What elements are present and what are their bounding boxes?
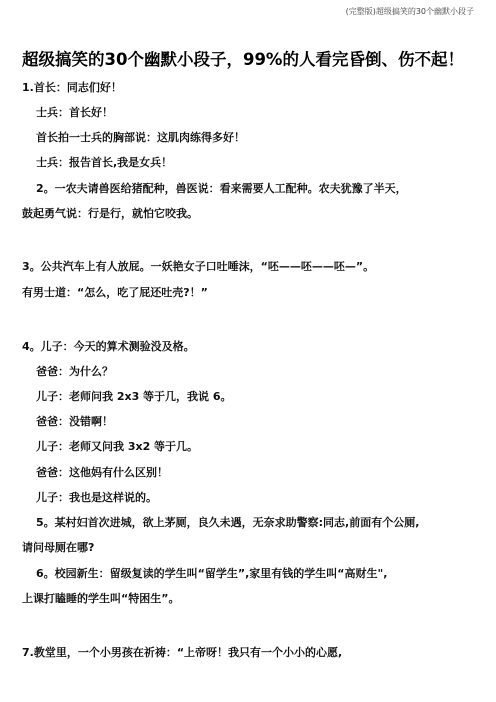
text-line: 4。儿子：今天的算术测验没及格。 xyxy=(22,340,195,353)
text-line: 5。某村妇首次进城，欲上茅厕，良久未遇，无奈求助警察:同志,前面有个公厕, xyxy=(36,516,420,529)
text-line: 有男士道：“怎么，吃了屁还吐壳?！” xyxy=(22,286,208,299)
page-header: (完整版)超级搞笑的30个幽默小段子 xyxy=(345,7,474,16)
page-title: 超级搞笑的30个幽默小段子，99%的人看完昏倒、伤不起！ xyxy=(22,50,464,69)
text-line: 爸爸：没错啊！ xyxy=(36,415,113,428)
text-line: 鼓起勇气说：行是行，就怕它咬我。 xyxy=(22,207,198,220)
text-line: 2。一农夫请兽医给猪配种，兽医说：看来需要人工配种。农夫犹豫了半天， xyxy=(36,182,407,195)
text-line: 儿子：老师又问我 3x2 等于几。 xyxy=(36,440,199,453)
text-line: 请问母厕在哪? xyxy=(22,541,95,554)
text-line: 1.首长：同志们好！ xyxy=(22,81,122,94)
text-line: 7.教堂里，一个小男孩在祈祷：“上帝呀！我只有一个小小的心愿, xyxy=(22,646,343,659)
text-line: 6。校园新生：留级复读的学生叫“留学生”,家里有钱的学生叫“高财生", xyxy=(36,567,388,580)
text-line: 士兵：报告首长,我是女兵！ xyxy=(36,156,173,169)
text-line: 儿子：老师问我 2x3 等于几，我说 6。 xyxy=(36,390,232,403)
text-line: 首长拍一士兵的胸部说：这肌肉练得多好！ xyxy=(36,131,245,144)
text-line: 上课打瞌睡的学生叫“特困生”。 xyxy=(22,592,180,605)
text-line: 儿子：我也是这样说的。 xyxy=(36,491,157,504)
text-line: 爸爸：这他妈有什么区别！ xyxy=(36,466,168,479)
text-line: 3。公共汽车上有人放屁。一妖艳女子口吐唾沫，“呸——呸——呸—”。 xyxy=(22,260,375,273)
text-line: 爸爸：为什么？ xyxy=(36,365,113,378)
text-line: 士兵：首长好！ xyxy=(36,106,113,119)
